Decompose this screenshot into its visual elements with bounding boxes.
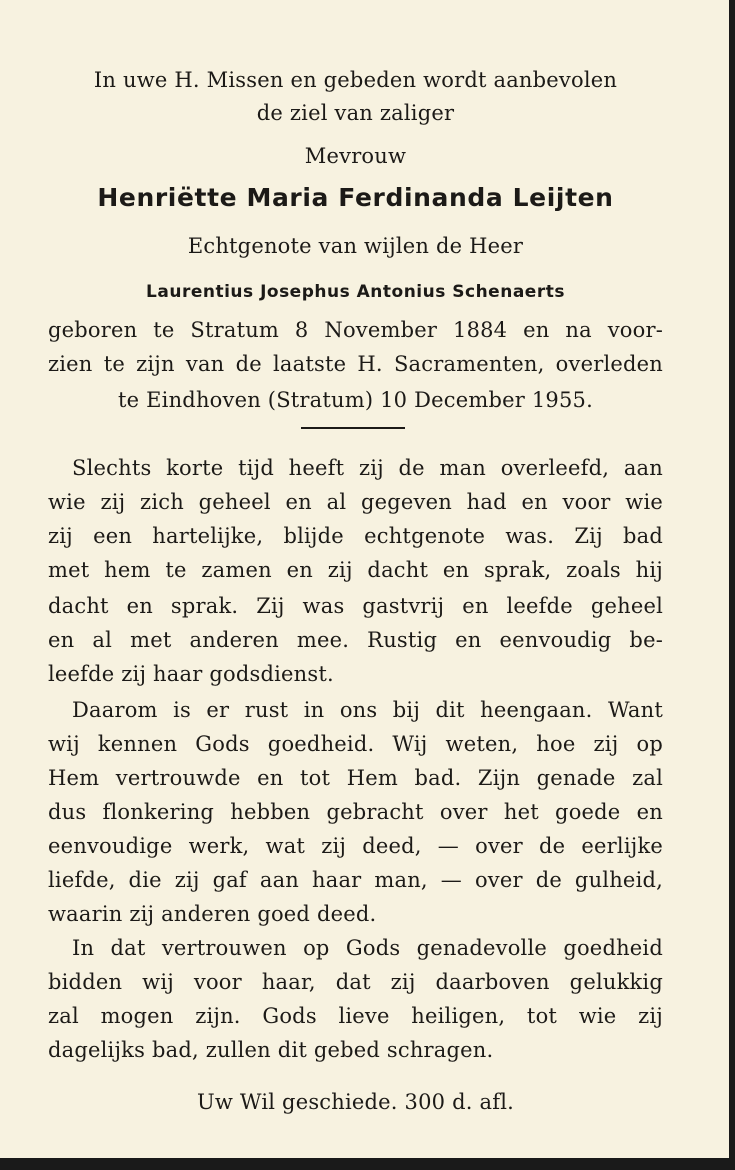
body-line: zal mogen zijn. Gods lieve heiligen, tot wie zij (48, 1004, 663, 1028)
honorific: Mevrouw (304, 144, 407, 168)
body-line: wie zij zich geheel en al gegeven had en voor wie (48, 490, 663, 514)
details-line: geboren te Stratum 8 November 1884 en na voor- (48, 318, 663, 342)
details-line: te Eindhoven (Stratum) 10 December 1955. (117, 388, 593, 412)
body-line: leefde zij haar godsdienst. (48, 662, 334, 686)
body-line: Daarom is er rust in ons bij dit heengaan. Want (72, 698, 663, 722)
body-line: dus flonkering hebben gebracht over het goede en (48, 800, 663, 824)
intro-line-2: de ziel van zaliger (256, 101, 455, 125)
body-line: en al met anderen mee. Rustig en eenvoudig be- (48, 628, 663, 652)
closing-line: Uw Wil geschiede. 300 d. afl. (196, 1090, 514, 1114)
body-line: bidden wij voor haar, dat zij daarboven gelukkig (48, 970, 663, 994)
deceased-name: Henriëtte Maria Ferdinanda Leijten (97, 183, 614, 212)
divider (301, 427, 405, 429)
details-line: zien te zijn van de laatste H. Sacramenten, overleden (48, 352, 663, 376)
body-line: eenvoudige werk, wat zij deed, — over de eerlijke (48, 834, 663, 858)
body-line: Slechts korte tijd heeft zij de man overleefd, aan (72, 456, 663, 480)
body-line: zij een hartelijke, blijde echtgenote was. Zij bad (48, 524, 663, 548)
body-line: waarin zij anderen goed deed. (48, 902, 377, 926)
body-line: dacht en sprak. Zij was gastvrij en leefde geheel (48, 594, 663, 618)
body-line: met hem te zamen en zij dacht en sprak, zoals hij (48, 558, 663, 582)
body-line: dagelijks bad, zullen dit gebed schragen. (48, 1038, 494, 1062)
body-line: liefde, die zij gaf aan haar man, — over de gulheid, (48, 868, 663, 892)
body-line: Hem vertrouwde en tot Hem bad. Zijn genade zal (48, 766, 663, 790)
intro-line: In uwe H. Missen en gebeden wordt aanbevolen (93, 68, 618, 92)
spouse-name: Laurentius Josephus Antonius Schenaerts (146, 282, 565, 302)
body-line: In dat vertrouwen op Gods genadevolle goedheid (72, 936, 663, 960)
spouse-intro: Echtgenote van wijlen de Heer (187, 234, 524, 258)
body-line: wij kennen Gods goedheid. Wij weten, hoe zij op (48, 732, 663, 756)
